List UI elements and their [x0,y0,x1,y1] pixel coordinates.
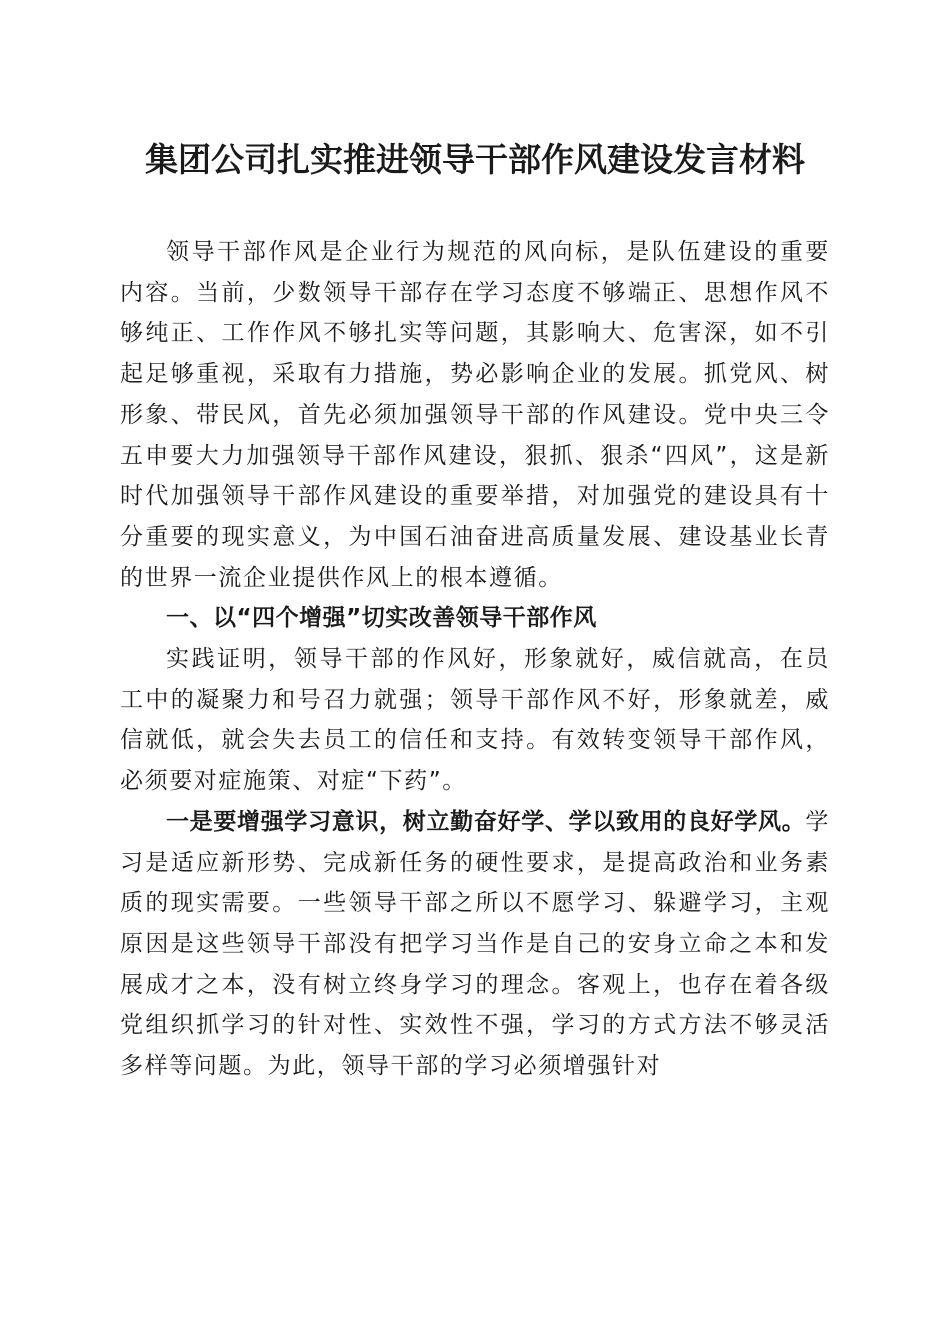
section-heading-1: 一、以“四个增强”切实改善领导干部作风 [166,605,597,632]
paragraph-point-one-body: 学习是适应新形势、完成新任务的硬性要求，是提高政治和业务素质的现实需要。一些领导干部之所以不愿学习、躲避学习，主观原因是这些领导干部没有把学习当作是自己的安身立命之本和发展成才之本，没有树立终身学习的理念。客观上，也存在着各级党组织抓学习的针对性、实效性不强，学习的方式方法不够灵活多样等问题。为此，领导干部的学习必须增强针对 [120,808,830,1080]
paragraph-point-one-lead: 一是要增强学习意识，树立勤奋好学、学以致用的良好学风。 [166,808,806,835]
document-title: 集团公司扎实推进领导干部作风建设发言材料 [145,140,805,179]
paragraph-point-one [120,802,830,1087]
paragraph-practice: 实践证明，领导干部的作风好，形象就好，威信就高，在员工中的凝聚力和号召力就强；领导干部作风不好，形象就差，威信就低，就会失去员工的信任和支持。有效转变领导干部作风，必须要对症施策、对症“下药”。 [120,646,830,795]
paragraph-intro: 领导干部作风是企业行为规范的风向标，是队伍建设的重要内容。当前，少数领导干部存在学习态度不够端正、思想作风不够纯正、工作作风不够扎实等问题，其影响大、危害深，如不引起足够重视，采取有力措施，势必影响企业的发展。抓党风、树形象、带民风，首先必须加强领导干部的作风建设。党中央三令五申要大力加强领导干部作风建设，狠抓、狠杀“四风”，这是新时代加强领导干部作风建设的重要举措，对加强党的建设具有十分重要的现实意义，为中国石油奋进高质量发展、建设基业长青的世界一流企业提供作风上的根本遵循。 [120,239,830,591]
document-body [120,232,830,1087]
